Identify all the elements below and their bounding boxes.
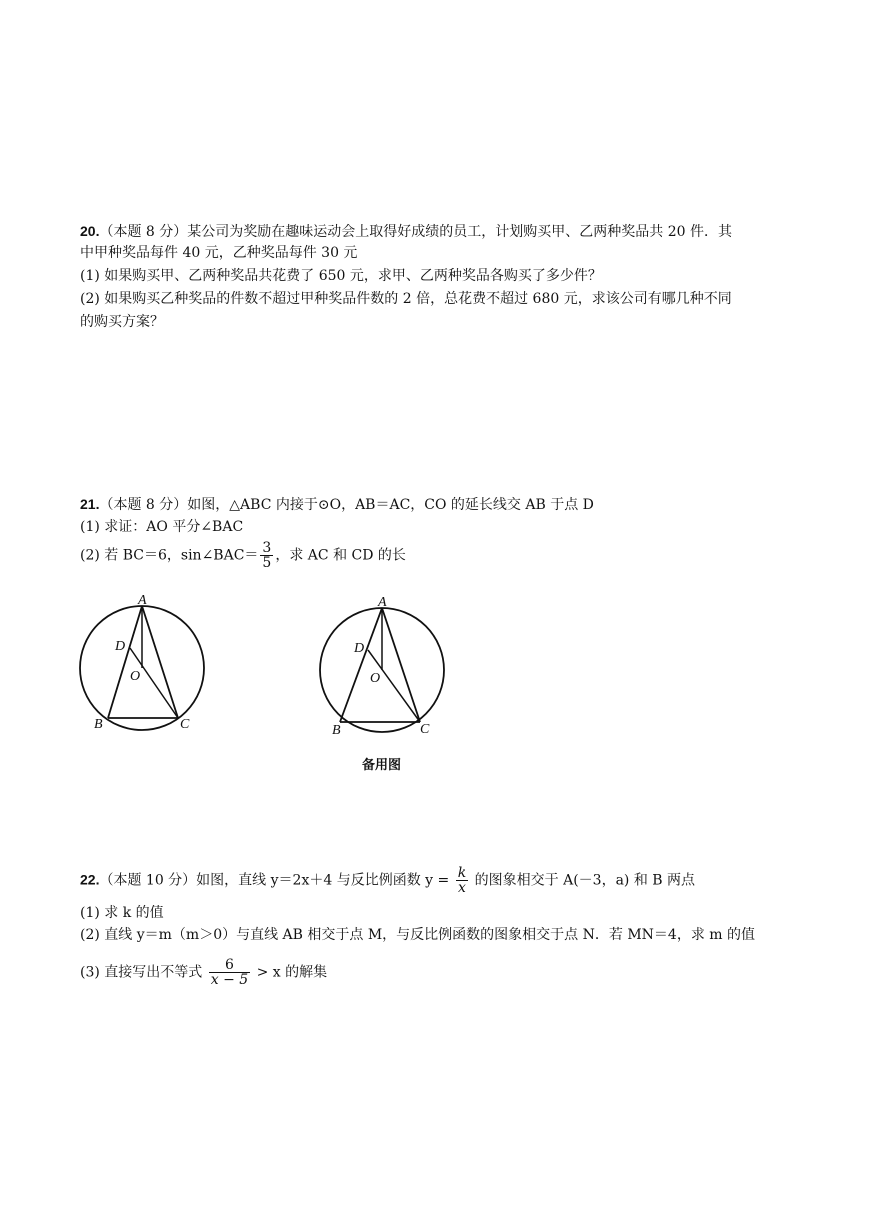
q20-line1 xyxy=(80,222,732,241)
q22-stem-post: 的图象相交于 A(－3，a) 和 B 两点 xyxy=(470,872,696,889)
q22-part3 xyxy=(80,958,327,987)
q22-part3-pre: (3) 直接写出不等式 xyxy=(80,964,207,981)
q22-line1 xyxy=(80,866,695,895)
label-c: C xyxy=(420,722,430,737)
label-b: B xyxy=(94,717,103,732)
q22-stem-pre: （本题 10 分）如图，直线 y＝2x＋4 与反比例函数 y = xyxy=(99,872,454,889)
q21-frac-den: 5 xyxy=(262,555,272,571)
label-d: D xyxy=(354,641,365,656)
segment-ab xyxy=(340,608,382,722)
q22-ineq-num: 6 xyxy=(224,957,234,973)
label-o: O xyxy=(130,669,141,684)
segment-cd xyxy=(368,650,420,722)
q21-stem: （本题 8 分）如图，△ABC 内接于⊙O，AB＝AC，CO 的延长线交 AB 于点 D xyxy=(99,497,594,513)
q22-frac-num: k xyxy=(457,865,467,881)
label-a: A xyxy=(138,593,147,608)
q21-fraction xyxy=(260,541,273,570)
q22-frac-den: x xyxy=(456,880,468,895)
q22-part3-post: > x 的解集 xyxy=(252,964,328,981)
q21-part2-post: ，求 AC 和 CD 的长 xyxy=(275,547,406,564)
q21-part2 xyxy=(80,541,406,570)
segment-ac xyxy=(142,606,178,718)
figure-caption: 备用图 xyxy=(362,757,402,772)
q21-line1 xyxy=(80,495,594,514)
q20-part1: (1) 如果购买甲、乙两种奖品共花费了 650 元，求甲、乙两种奖品各购买了多少件？ xyxy=(80,268,602,284)
q20-number: 20. xyxy=(80,223,100,239)
label-b: B xyxy=(332,723,341,738)
label-a: A xyxy=(378,595,387,610)
q22-number: 22. xyxy=(80,871,100,888)
q20-part2-line1: (2) 如果购买乙种奖品的件数不超过甲种奖品件数的 2 倍，总花费不超过 680 元，求该公司有哪几种不同 xyxy=(80,291,732,307)
q22-ineq-den: x − 5 xyxy=(210,972,249,988)
segment-ab xyxy=(108,606,142,718)
q21-number: 21. xyxy=(80,496,100,512)
q21-figure-main xyxy=(70,590,220,740)
q22-fraction xyxy=(456,866,468,895)
q21-figure-spare xyxy=(310,590,460,740)
q21-frac-num: 3 xyxy=(262,540,272,556)
q22-inequality-fraction xyxy=(209,958,250,987)
q20-stem-2: 中甲种奖品每件 40 元，乙种奖品每件 30 元 xyxy=(80,245,358,261)
q22-part2: (2) 直线 y＝m（m＞0）与直线 AB 相交于点 M，与反比例函数的图象相交于点 N．若 MN＝4，求 m 的值 xyxy=(80,927,755,943)
segment-ac xyxy=(382,608,420,722)
q20-part2-line2: 的购买方案？ xyxy=(80,314,164,330)
q21-part2-pre: (2) 若 BC＝6，sin∠BAC＝ xyxy=(80,547,259,564)
label-c: C xyxy=(180,717,190,732)
q20-stem-1: （本题 8 分）某公司为奖励在趣味运动会上取得好成绩的员工，计划购买甲、乙两种奖品共 20 件．其 xyxy=(99,224,732,240)
q22-part1: (1) 求 k 的值 xyxy=(80,905,164,921)
label-o: O xyxy=(370,671,381,686)
label-d: D xyxy=(115,639,126,654)
q21-part1: (1) 求证：AO 平分∠BAC xyxy=(80,519,244,535)
